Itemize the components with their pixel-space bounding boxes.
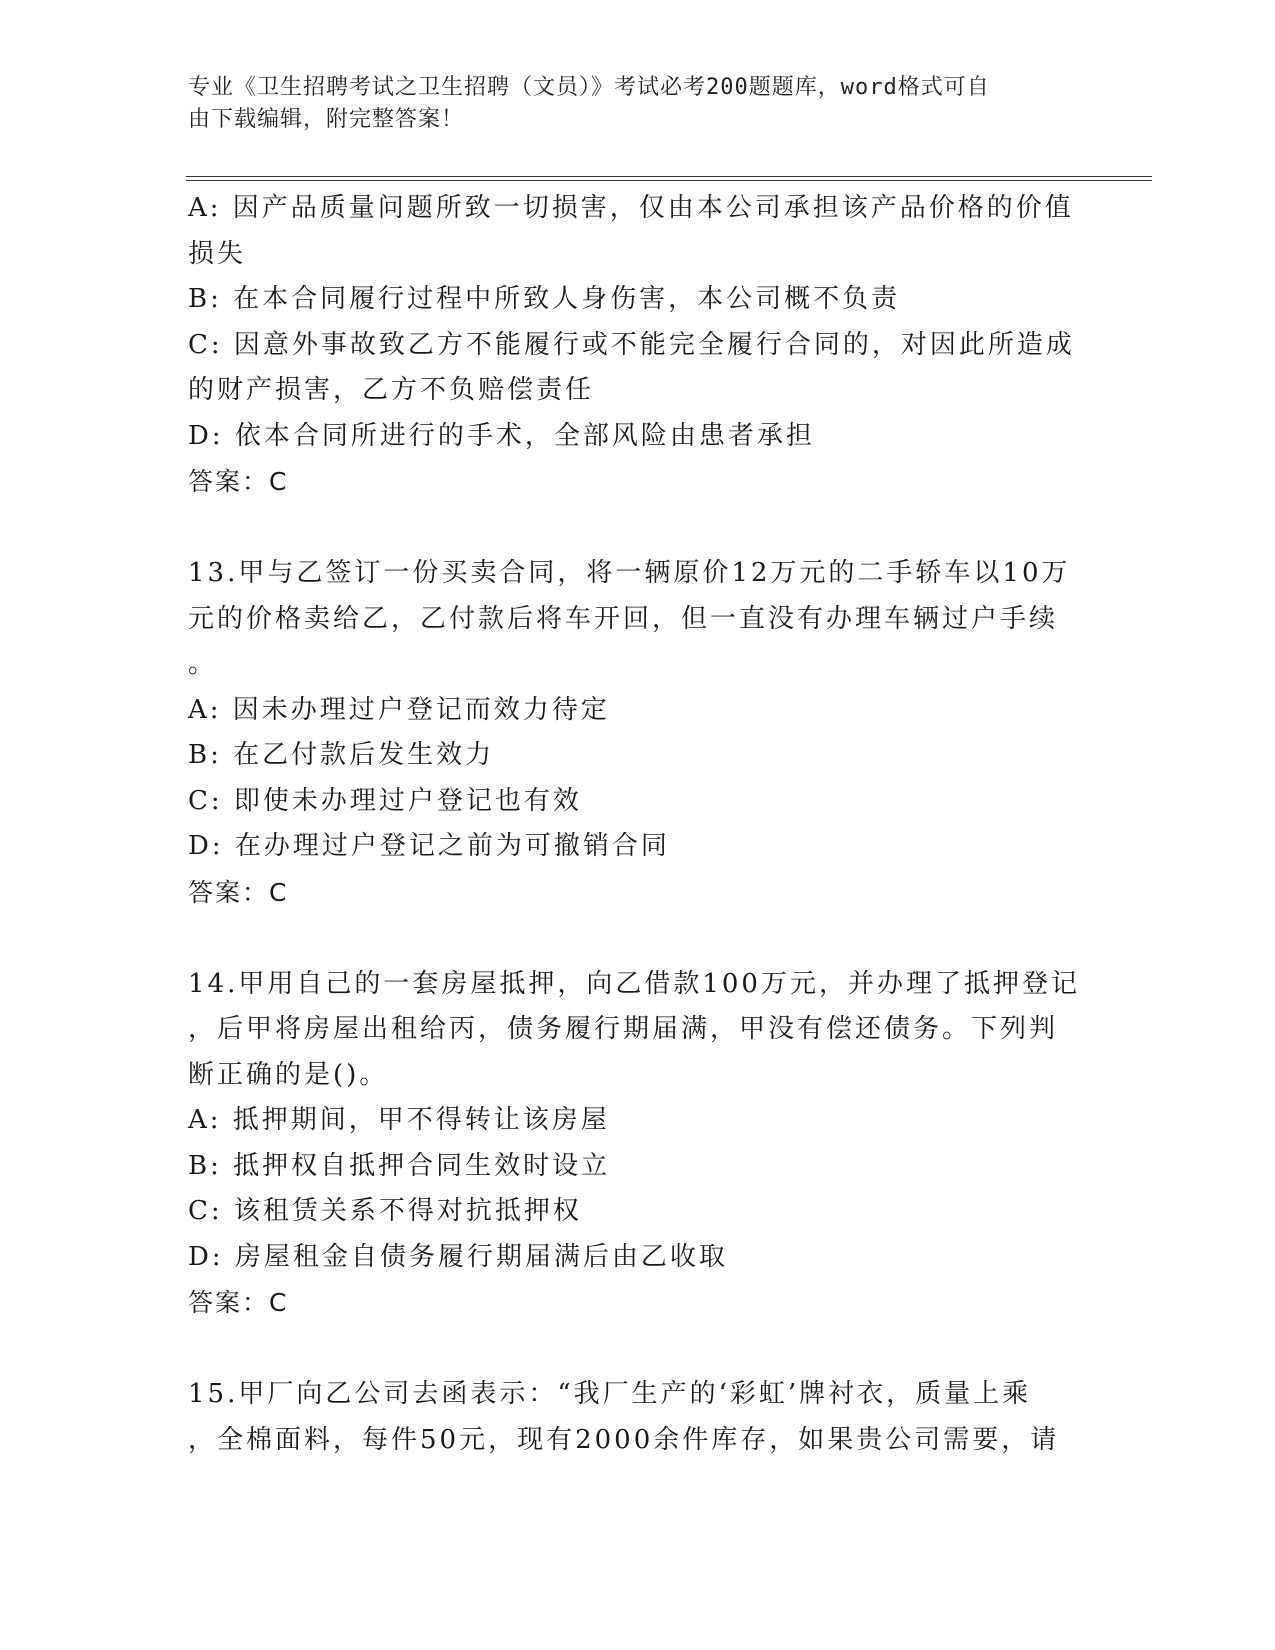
question-14 bbox=[188, 962, 1088, 1326]
option-line: B: 抵押权自抵押合同生效时设立 bbox=[188, 1150, 611, 1181]
option-line: C: 因意外事故致乙方不能履行或不能完全履行合同的，对因此所造成 bbox=[188, 329, 1075, 360]
option-line: C: 即使未办理过户登记也有效 bbox=[188, 785, 582, 816]
option-line: 损失 bbox=[188, 238, 247, 269]
answer-line: 答案：C bbox=[188, 1288, 289, 1317]
header-line-1: 专业《卫生招聘考试之卫生招聘（文员）》考试必考200题题库，word格式可自 bbox=[188, 75, 990, 100]
option-line: B: 在本合同履行过程中所致人身伤害，本公司概不负责 bbox=[188, 284, 901, 314]
question-list bbox=[188, 186, 1088, 1510]
document-header bbox=[188, 72, 1068, 136]
question-stem-line: ，后甲将房屋出租给丙，债务履行期届满，甲没有偿还债务。下列判 bbox=[188, 1014, 1059, 1044]
option-line: 的财产损害，乙方不负赔偿责任 bbox=[188, 375, 595, 405]
option-line: C: 该租赁关系不得对抗抵押权 bbox=[188, 1196, 582, 1226]
question-13 bbox=[188, 551, 1088, 915]
question-12-continued bbox=[188, 186, 1088, 504]
question-stem-line: 14.甲用自己的一套房屋抵押，向乙借款100万元，并办理了抵押登记 bbox=[188, 968, 1080, 999]
answer-line: 答案：C bbox=[188, 467, 289, 496]
question-stem-line: 断正确的是()。 bbox=[188, 1059, 389, 1090]
question-stem-line: 。 bbox=[188, 649, 218, 679]
question-stem-line: 元的价格卖给乙，乙付款后将车开回，但一直没有办理车辆过户手续 bbox=[188, 603, 1059, 634]
question-stem-line: 13.甲与乙签订一份买卖合同，将一辆原价12万元的二手轿车以10万 bbox=[188, 558, 1071, 588]
answer-line: 答案：C bbox=[188, 877, 289, 907]
option-line: D: 依本合同所进行的手术，全部风险由患者承担 bbox=[188, 420, 815, 451]
header-divider bbox=[186, 176, 1152, 181]
header-line-2: 由下载编辑，附完整答案！ bbox=[188, 107, 465, 132]
option-line: A: 因产品质量问题所致一切损害，仅由本公司承担该产品价格的价值 bbox=[188, 193, 1074, 223]
question-stem-line: ，全棉面料，每件50元，现有2000余件库存，如果贵公司需要，请 bbox=[188, 1424, 1060, 1455]
option-line: A: 抵押期间，甲不得转让该房屋 bbox=[188, 1105, 610, 1135]
question-15 bbox=[188, 1372, 1088, 1463]
option-line: D: 房屋租金自债务履行期届满后由乙收取 bbox=[188, 1241, 728, 1272]
question-stem-line: 15.甲厂向乙公司去函表示：“我厂生产的‘彩虹’牌衬衣，质量上乘 bbox=[188, 1379, 1032, 1409]
option-line: B: 在乙付款后发生效力 bbox=[188, 740, 495, 770]
option-line: D: 在办理过户登记之前为可撤销合同 bbox=[188, 831, 670, 861]
option-line: A: 因未办理过户登记而效力待定 bbox=[188, 694, 610, 725]
